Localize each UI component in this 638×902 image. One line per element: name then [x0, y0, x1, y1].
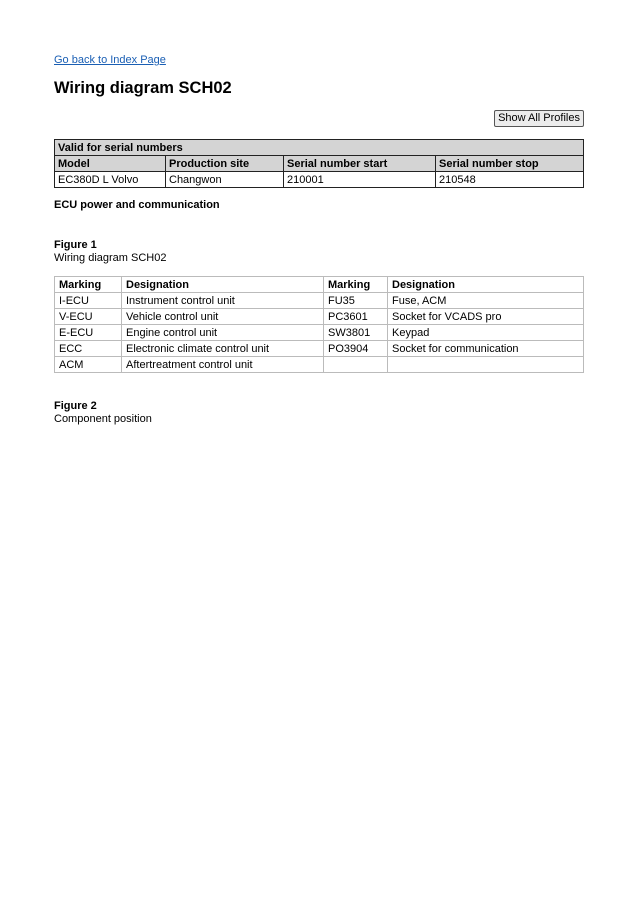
cell-marking: PO3904 — [324, 341, 388, 357]
column-header-serial-stop: Serial number stop — [436, 156, 584, 172]
cell-designation: Aftertreatment control unit — [122, 357, 324, 373]
table-row — [55, 293, 584, 309]
cell-serial-stop: 210548 — [436, 172, 584, 188]
figure-2-caption: Component position — [54, 413, 152, 425]
cell-marking: V-ECU — [55, 309, 122, 325]
cell-designation: Fuse, ACM — [388, 293, 584, 309]
cell-designation — [388, 357, 584, 373]
cell-marking — [324, 357, 388, 373]
cell-marking: ECC — [55, 341, 122, 357]
cell-marking: PC3601 — [324, 309, 388, 325]
cell-marking: I-ECU — [55, 293, 122, 309]
column-header-production-site: Production site — [166, 156, 284, 172]
cell-designation: Socket for communication — [388, 341, 584, 357]
section-heading: ECU power and communication — [54, 199, 220, 211]
table-row — [55, 172, 584, 188]
table-row — [55, 341, 584, 357]
cell-designation: Electronic climate control unit — [122, 341, 324, 357]
serial-numbers-table — [54, 139, 584, 188]
cell-designation: Socket for VCADS pro — [388, 309, 584, 325]
figure-2-label: Figure 2 — [54, 400, 97, 412]
show-all-profiles-button[interactable]: Show All Profiles — [494, 110, 584, 127]
table-row — [55, 325, 584, 341]
cell-designation: Instrument control unit — [122, 293, 324, 309]
table-row — [55, 309, 584, 325]
column-header-marking: Marking — [55, 277, 122, 293]
cell-designation: Vehicle control unit — [122, 309, 324, 325]
column-header-marking: Marking — [324, 277, 388, 293]
table-header-row — [55, 277, 584, 293]
back-to-index-link[interactable]: Go back to Index Page — [54, 54, 166, 66]
table-row — [55, 357, 584, 373]
cell-designation: Engine control unit — [122, 325, 324, 341]
cell-serial-start: 210001 — [284, 172, 436, 188]
figure-1-label: Figure 1 — [54, 239, 97, 251]
component-table — [54, 276, 584, 373]
column-header-model: Model — [55, 156, 166, 172]
cell-production-site: Changwon — [166, 172, 284, 188]
cell-marking: E-ECU — [55, 325, 122, 341]
cell-marking: FU35 — [324, 293, 388, 309]
cell-designation: Keypad — [388, 325, 584, 341]
column-header-designation: Designation — [388, 277, 584, 293]
cell-model: EC380D L Volvo — [55, 172, 166, 188]
figure-1-caption: Wiring diagram SCH02 — [54, 252, 167, 264]
cell-marking: SW3801 — [324, 325, 388, 341]
serial-table-caption: Valid for serial numbers — [55, 140, 584, 156]
column-header-serial-start: Serial number start — [284, 156, 436, 172]
page-title: Wiring diagram SCH02 — [54, 79, 232, 97]
column-header-designation: Designation — [122, 277, 324, 293]
cell-marking: ACM — [55, 357, 122, 373]
